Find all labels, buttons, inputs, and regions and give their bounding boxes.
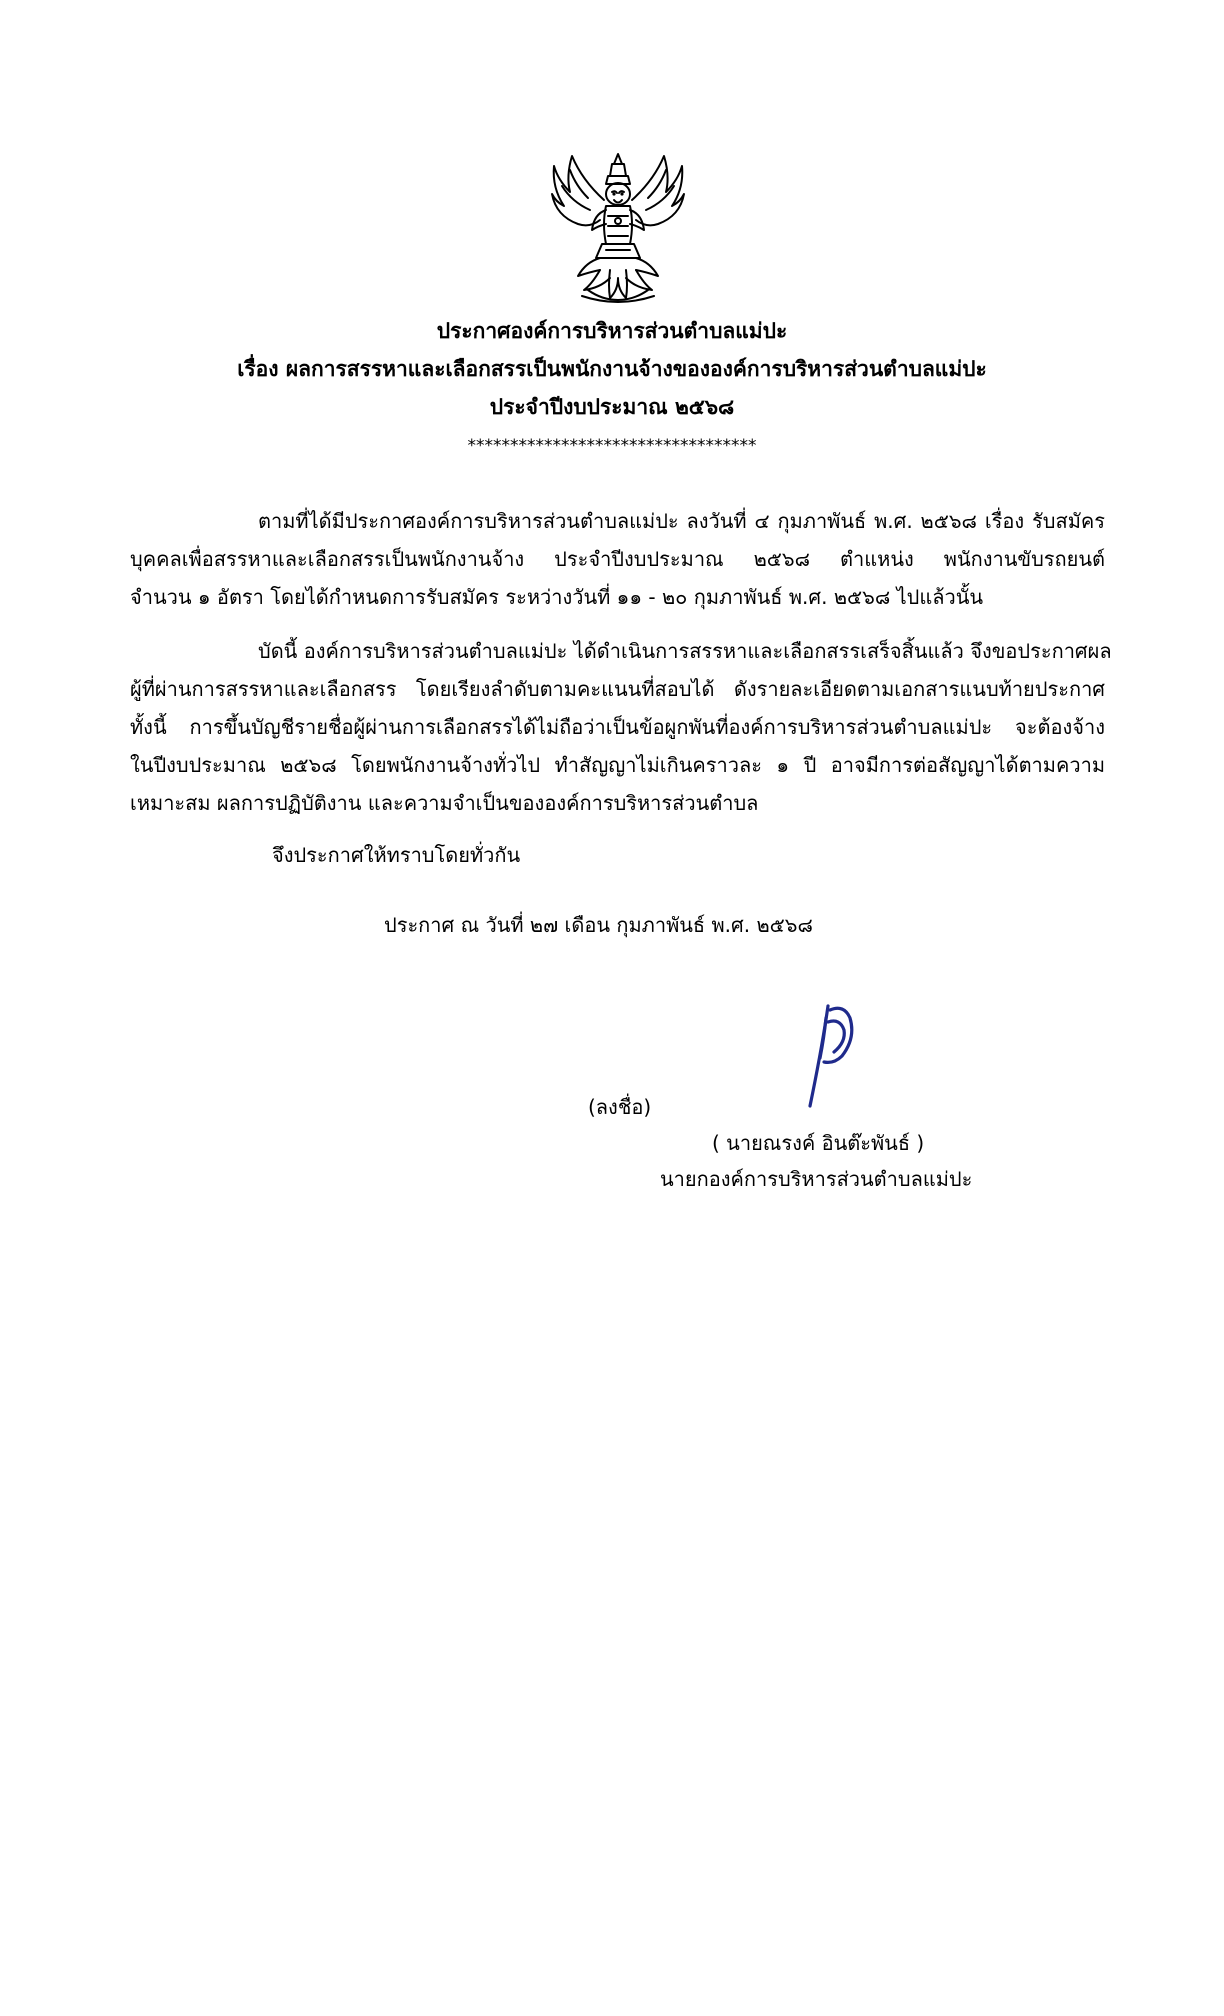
fiscal-year-line: ประจำปีงบประมาณ ๒๕๖๘ [489,395,735,419]
handwritten-signature [800,998,860,1110]
announcement-date: ประกาศ ณ วันที่ ๒๗ เดือน กุมภาพันธ์ พ.ศ. ๒๕๖๘ [384,913,813,937]
paragraph2-line3: ทั้งนี้ การขึ้นบัญชีรายชื่อผู้ผ่านการเลือกสรรได้ไม่ถือว่าเป็นข้อผูกพันที่องค์การบริหารส่วนตำบลแม่ปะ จะต้องจ้าง [130,715,1105,739]
paragraph1-line1: ตามที่ได้มีประกาศองค์การบริหารส่วนตำบลแม่ปะ ลงวันที่ ๔ กุมภาพันธ์ พ.ศ. ๒๕๖๘ เรื่อง รับสมัคร [258,509,1105,533]
signer-position: นายกองค์การบริหารส่วนตำบลแม่ปะ [660,1167,973,1191]
paragraph1-line2: บุคคลเพื่อสรรหาและเลือกสรรเป็นพนักงานจ้าง ประจำปีงบประมาณ ๒๕๖๘ ตำแหน่ง พนักงานขับรถยนต์ [130,547,1105,571]
announcement-subject: เรื่อง ผลการสรรหาและเลือกสรรเป็นพนักงานจ้างขององค์การบริหารส่วนตำบลแม่ปะ [237,357,987,381]
paragraph2-line5: เหมาะสม ผลการปฏิบัติงาน และความจำเป็นขององค์การบริหารส่วนตำบล [130,791,759,815]
paragraph2-line2: ผู้ที่ผ่านการสรรหาและเลือกสรร โดยเรียงลำดับตามคะแนนที่สอบได้ ดังรายละเอียดตามเอกสารแนบท้ายประกาศ [130,677,1105,701]
announcement-title: ประกาศองค์การบริหารส่วนตำบลแม่ปะ [436,319,788,343]
signature-label: (ลงชื่อ) [588,1095,652,1119]
paragraph2-line4: ในปีงบประมาณ ๒๕๖๘ โดยพนักงานจ้างทั่วไป ทำสัญญาไม่เกินคราวละ ๑ ปี อาจมีการต่อสัญญาได้ตามความ [130,753,1105,777]
paragraph2-line1: บัดนี้ องค์การบริหารส่วนตำบลแม่ปะ ได้ดำเนินการสรรหาและเลือกสรรเสร็จสิ้นแล้ว จึงขอประกาศผล [258,639,1112,663]
paragraph1-line3: จำนวน ๑ อัตรา โดยได้กำหนดการรับสมัคร ระหว่างวันที่ ๑๑ - ๒๐ กุมภาพันธ์ พ.ศ. ๒๕๖๘ ไปแล้วนั้น [130,585,984,609]
garuda-emblem [548,150,688,308]
closing-line: จึงประกาศให้ทราบโดยทั่วกัน [272,843,521,867]
separator-stars: ********************************** [467,436,757,456]
signer-name: ( นายณรงค์ อินต๊ะพันธ์ ) [712,1131,925,1155]
